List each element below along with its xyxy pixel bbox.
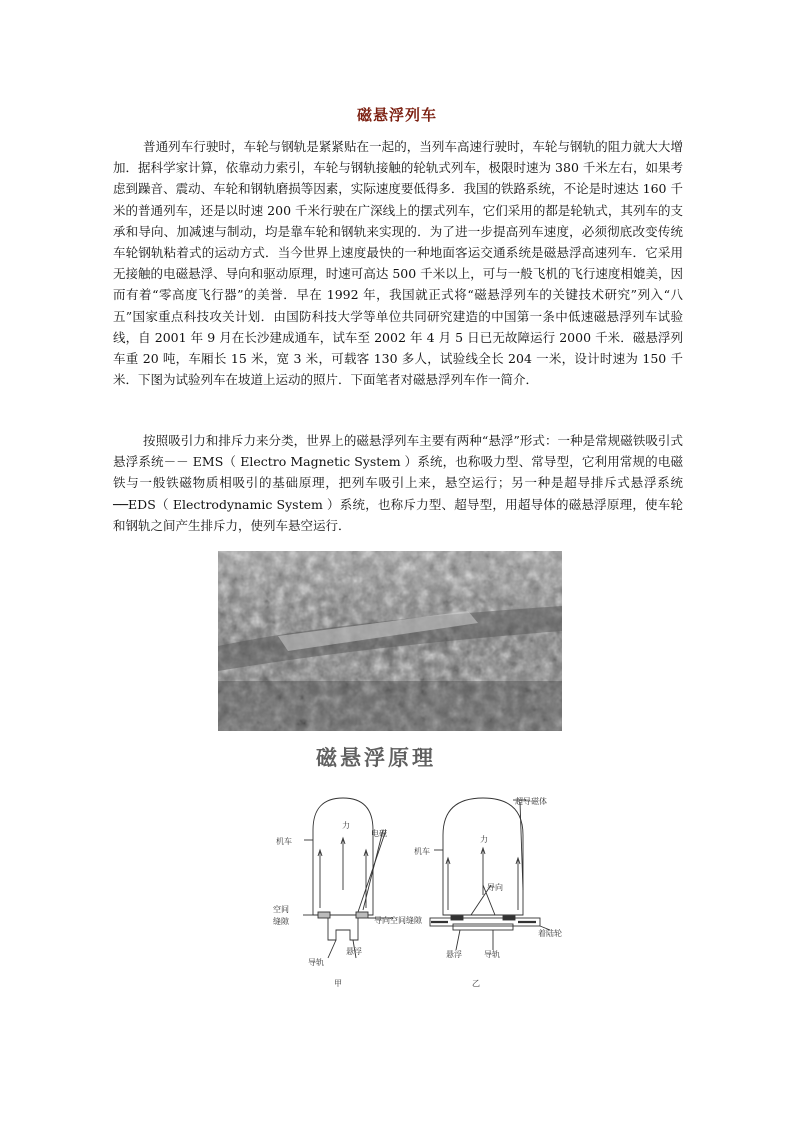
label-left-levitation: 悬浮 <box>346 947 362 956</box>
label-left-rail: 导轨 <box>308 958 324 967</box>
label-right-superconductor: 超导磁体 <box>515 797 547 806</box>
paragraph-2 <box>113 430 683 536</box>
paragraph-1 <box>113 136 683 390</box>
label-right-guide: 导向 <box>487 883 503 892</box>
maglev-principle-diagram <box>258 790 578 990</box>
label-left-gap-1: 空间 <box>273 905 289 914</box>
label-left-id: 甲 <box>334 979 342 988</box>
label-right-levitation: 悬浮 <box>446 950 462 959</box>
label-right-rail: 导轨 <box>484 950 500 959</box>
paragraph-2-text: 按照吸引力和排斥力来分类，世界上的磁悬浮列车主要有两种“悬浮”形式：一种是常规磁铁吸引式悬浮系统－－ EMS（ Electro Magnetic System ）系统，也称吸力型、常导型，它利用常规的电磁铁与一般铁磁物质相吸引的基础原理，把列车吸引上来，悬空运行；另一种是超导排斥式悬浮系统──EDS（ Electrodynamic System ）系统，也称斥力型、超导型，用超导体的磁悬浮原理，使车轮和钢轨之间产生排斥力，使列车悬空运行． <box>113 433 683 533</box>
train-photo <box>218 551 562 731</box>
label-right-car: 机车 <box>414 847 430 856</box>
label-right-landing-wheel: 着陆轮 <box>538 929 562 938</box>
document-title: 磁悬浮列车 <box>356 106 437 124</box>
label-right-force: 力 <box>480 835 488 844</box>
label-left-gap-2: 缝隙 <box>273 917 289 926</box>
paragraph-1-text: 普通列车行驶时，车轮与钢轨是紧紧贴在一起的，当列车高速行驶时，车轮与钢轨的阻力就大大增加．据科学家计算，依靠动力索引，车轮与钢轨接触的轮轨式列车，极限时速为 380 千米左右，如果考虑到躁音、震动、车轮和钢轨磨损等因素，实际速度要低得多．我国的铁路系统，不论是时速达 160 千米的普通列车，还是以时速 200 千米行驶在广深线上的摆式列车，它们采用的都是轮轨式，其列车的支承和导向、加减速与制动，均是靠车轮和钢轨来实现的．为了进一步提高列车速度，必须彻底改变传统车轮钢轨粘着式的运动方式．当今世界上速度最快的一种地面客运交通系统是磁悬浮高速列车．它采用无接触的电磁悬浮、导向和驱动原理，时速可高达 500 千米以上，可与一般飞机的飞行速度相媲美，因而有着“零高度飞行器”的美誉．早在 1992 年，我国就正式将“磁悬浮列车的关键技术研究”列入“八五”国家重点科技攻关计划．由国防科技大学等单位共同研究建造的中国第一条中低速磁悬浮列车试验线，自 2001 年 9 月在长沙建成通车，试车至 2002 年 4 月 5 日已无故障运行 2000 千米．磁悬浮列车重 20 吨，车厢长 15 米，宽 3 米，可载客 130 多人，试验线全长 204 一米，设计时速为 150 千米．下图为试验列车在坡道上运动的照片．下面笔者对磁悬浮列车作一简介． <box>113 139 683 388</box>
label-left-force: 力 <box>342 821 350 830</box>
label-left-guide-gap: 导向空间缝隙 <box>374 916 422 925</box>
label-left-car: 机车 <box>276 837 292 846</box>
label-right-id: 乙 <box>472 979 480 988</box>
label-left-electromagnet: 电磁 <box>371 829 387 838</box>
figure-caption: 磁悬浮原理 <box>316 745 436 770</box>
